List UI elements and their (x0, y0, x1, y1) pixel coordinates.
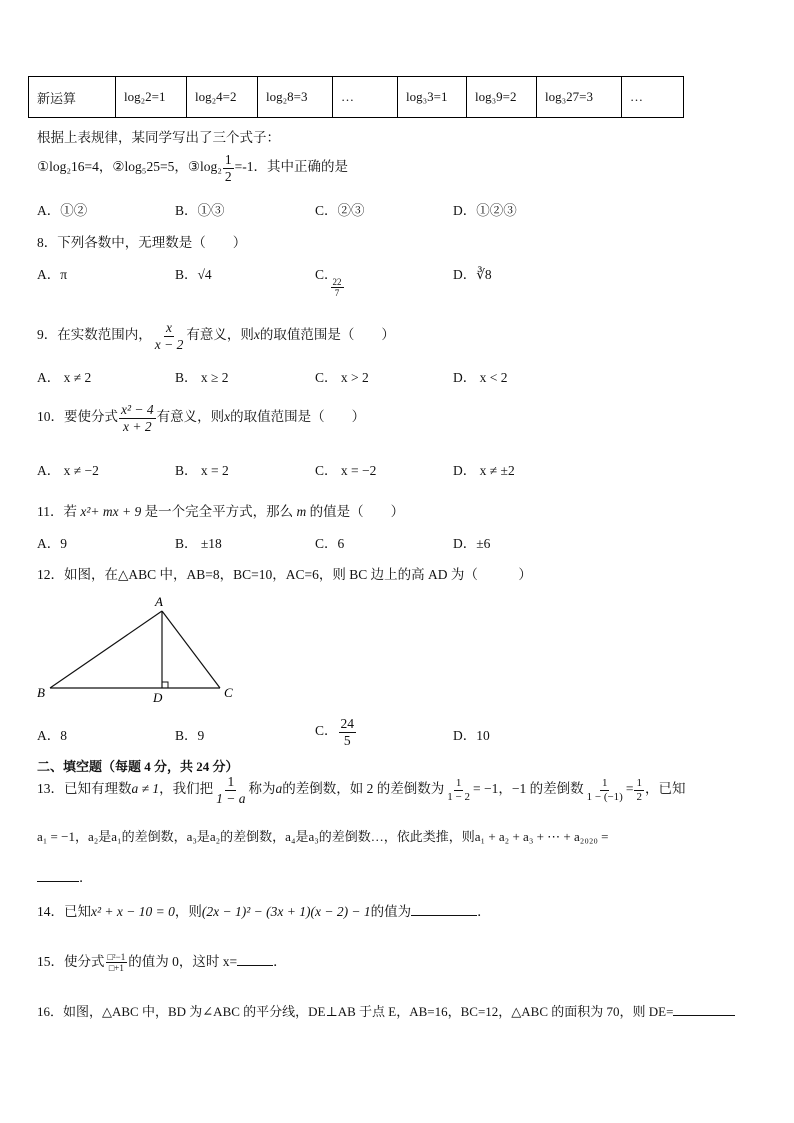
label-d: D (153, 690, 163, 705)
q12-c-num: 24 (340, 716, 355, 731)
q13-p2: ，我们把 (159, 781, 214, 797)
table-cell: 新运算 (29, 77, 116, 118)
q15-end: ． (273, 954, 287, 969)
q13-answer-blank[interactable] (37, 869, 79, 882)
q16-text: 16．如图，△ABC 中，BD 为∠ABC 的平分线，DE⊥AB 于点 E，AB=16，BC=12，△ABC 的面积为 70，则 DE= (37, 1004, 674, 1019)
q13-frac1-den: 1 − a (216, 790, 246, 806)
q13-frac1-num: 1 (227, 774, 235, 789)
q12-option-c-prefix: C． (315, 723, 338, 739)
q8-option-b[interactable] (175, 263, 212, 283)
q10-option-d[interactable]: D． x ≠ ±2 (453, 463, 515, 478)
q8-option-c[interactable] (315, 263, 353, 299)
q11-option-a[interactable]: A．9 (37, 536, 67, 551)
q14-answer-blank[interactable] (411, 903, 477, 916)
intro-text: 根据上表规律，某同学写出了三个式子： (37, 130, 280, 145)
q10-stem (37, 402, 365, 434)
label-b: B (37, 685, 45, 700)
q13-line2: a₁ = −1，a₂是a₁的差倒数，a₃是a₂的差倒数，a₄是a₃的差倒数…，依此类推，则a₁ + a₂ + a₃ + ⋯ + a₂₀₂₀ = (37, 829, 609, 844)
q10-fraction (119, 402, 156, 434)
q15-num: □²−1 (107, 952, 126, 963)
q12-option-b[interactable]: B．9 (175, 728, 205, 743)
q16-stem (37, 1001, 735, 1020)
table-cell: log₃9=2 (467, 77, 537, 118)
q9-option-d[interactable]: D． x < 2 (453, 370, 508, 385)
q10-suffix: 有意义，则 (156, 409, 225, 425)
q14-expr: (2x − 1)² − (3x + 1)(x − 2) − 1 (201, 904, 371, 919)
q9-option-a[interactable]: A． x ≠ 2 (37, 370, 92, 385)
q13-frac3-num: 1 (601, 776, 608, 789)
q7-option-b[interactable]: B．①③ (175, 203, 225, 218)
table-cell: log₂8=3 (258, 77, 333, 118)
q12-option-c-fraction (339, 716, 357, 748)
q13-end: ． (79, 870, 93, 885)
q13-p7: ，已知 (644, 781, 686, 797)
q8-option-c-fraction (331, 277, 344, 299)
q9-option-b[interactable]: B． x ≥ 2 (175, 370, 229, 385)
q8-option-d[interactable] (453, 263, 492, 283)
q9-suffix: 有意义，则 (186, 327, 254, 343)
q7-fraction (223, 152, 234, 184)
q13-frac4 (634, 777, 644, 803)
side-ac (162, 611, 220, 688)
q10-den: x + 2 (123, 418, 152, 434)
q12-options (37, 716, 597, 756)
q13-frac4-den: 2 (636, 790, 642, 803)
right-angle-mark (162, 682, 168, 688)
q10-prefix: 10．要使分式 (37, 409, 118, 425)
q11-mid: 是一个完全平方式，那么 (144, 504, 294, 519)
q11-suffix: 的值是（ ） (309, 504, 405, 519)
q14-p3: 的值为 (370, 904, 412, 919)
table-cell: log₃3=1 (398, 77, 467, 118)
label-c: C (224, 685, 233, 700)
q10-suffix2: 的取值范围是（ ） (230, 409, 366, 425)
q13-p4: 的差倒数，如 2 的差倒数为 (282, 781, 445, 797)
q8-option-c-prefix: C． (315, 267, 338, 282)
log-rule-table (28, 76, 684, 118)
q13-frac2-num: 1 (455, 776, 462, 789)
q7-statement (37, 152, 348, 184)
q9-num: x (166, 320, 173, 335)
q11-prefix: 11．若 (37, 504, 77, 519)
q10-option-b[interactable]: B． x = 2 (175, 463, 229, 478)
triangle-figure (30, 590, 250, 706)
q15-answer-blank[interactable] (237, 953, 273, 966)
q11-options (37, 532, 597, 554)
table-cell: … (333, 77, 398, 118)
q14-stem (37, 900, 491, 920)
q8-options (37, 263, 597, 303)
q8-option-a[interactable]: A．π (37, 267, 68, 282)
q11-option-b[interactable]: B． ±18 (175, 536, 222, 551)
q8-option-d-value: ∛8 (476, 267, 492, 282)
q15-den: □+1 (108, 963, 124, 974)
q7-options (37, 199, 597, 221)
q14-end: ． (477, 904, 491, 919)
q8-option-d-prefix: D． (453, 267, 477, 282)
q13-a: a (275, 781, 283, 797)
q13-answer-line (37, 866, 93, 886)
q14-p1: 14．已知 (37, 904, 91, 919)
q11-stem (37, 500, 404, 520)
q8-c-den: 7 (334, 288, 340, 299)
q13-frac3-den: 1 − (−1) (586, 790, 623, 803)
q7-frac-num: 1 (224, 152, 232, 167)
q14-p2: ，则 (174, 904, 202, 919)
q7-stmt-part2: =-1．其中正确的是 (234, 159, 349, 175)
q10-num: x² − 4 (121, 402, 154, 417)
label-a: A (155, 594, 163, 609)
q7-option-a[interactable]: A．①② (37, 203, 88, 218)
q14-cond: x² + x − 10 = 0 (91, 904, 175, 919)
q13-cond: a ≠ 1 (131, 781, 160, 797)
side-ab (50, 611, 162, 688)
q11-option-c[interactable]: C．6 (315, 536, 345, 551)
table-cell: log₂2=1 (116, 77, 187, 118)
table-cell: log₂4=2 (187, 77, 258, 118)
q15-fraction (106, 952, 128, 974)
q8-c-num: 22 (332, 277, 342, 288)
q11-expr: x²+ mx + 9 (80, 504, 142, 519)
q10-option-a[interactable]: A． x ≠ −2 (37, 463, 99, 478)
q9-prefix: 9．在实数范围内， (37, 327, 152, 343)
q11-var: m (296, 504, 307, 519)
section-heading: 二、填空题（每题 4 分，共 24 分） (37, 759, 239, 774)
q9-options (37, 366, 597, 388)
table-row (29, 77, 684, 118)
q13-frac2 (445, 777, 472, 803)
q12-option-d[interactable]: D．10 (453, 728, 490, 743)
q13-p1: 13．已知有理数 (37, 781, 132, 797)
q12-stem: 12．如图，在△ABC 中，AB=8，BC=10，AC=6，则 BC 边上的高 AD 为（ ） (37, 567, 532, 582)
q10-options (37, 459, 597, 481)
q15-p1: 15．使分式 (37, 954, 105, 969)
q7-option-d[interactable]: D．①②③ (453, 203, 517, 218)
table-cell: … (622, 77, 684, 118)
q16-answer-blank[interactable] (673, 1003, 735, 1016)
q11-option-d[interactable]: D．±6 (453, 536, 491, 551)
q9-stem (37, 320, 395, 352)
q7-option-c[interactable]: C．②③ (315, 203, 365, 218)
q13-frac3 (585, 777, 625, 803)
q12-option-a[interactable]: A．8 (37, 728, 67, 743)
q13-frac2-den: 1 − 2 (447, 790, 471, 803)
q13-frac4-num: 1 (636, 776, 642, 789)
q8-option-b-value: √4 (197, 267, 212, 282)
q9-den: x − 2 (154, 336, 184, 352)
q15-p2: 的值为 0，这时 x= (128, 954, 238, 969)
q8-option-b-prefix: B． (175, 267, 198, 282)
q13-frac1 (214, 774, 247, 806)
q9-fraction (153, 320, 186, 352)
q9-option-c[interactable]: C． x > 2 (315, 370, 369, 385)
q9-suffix2: 的取值范围是（ ） (259, 327, 395, 343)
q12-option-c[interactable] (315, 716, 357, 748)
q13-p3: 称为 (248, 781, 276, 797)
q7-stmt-part1: ①log₂16=4，②log₅25=5，③log₂ (37, 159, 222, 175)
q9-var: x (253, 327, 260, 343)
q10-option-c[interactable]: C． x = −2 (315, 463, 377, 478)
q15-stem (37, 950, 287, 974)
q12-c-den: 5 (343, 732, 351, 748)
q13-p6: = (625, 781, 634, 797)
q7-frac-den: 2 (224, 168, 232, 184)
q8-stem: 8．下列各数中，无理数是（ ） (37, 235, 247, 250)
q13-stem (37, 774, 685, 806)
q13-p5: = −1，−1 的差倒数 (473, 781, 584, 797)
q10-var: x (224, 409, 231, 425)
table-cell: log₃27=3 (537, 77, 622, 118)
